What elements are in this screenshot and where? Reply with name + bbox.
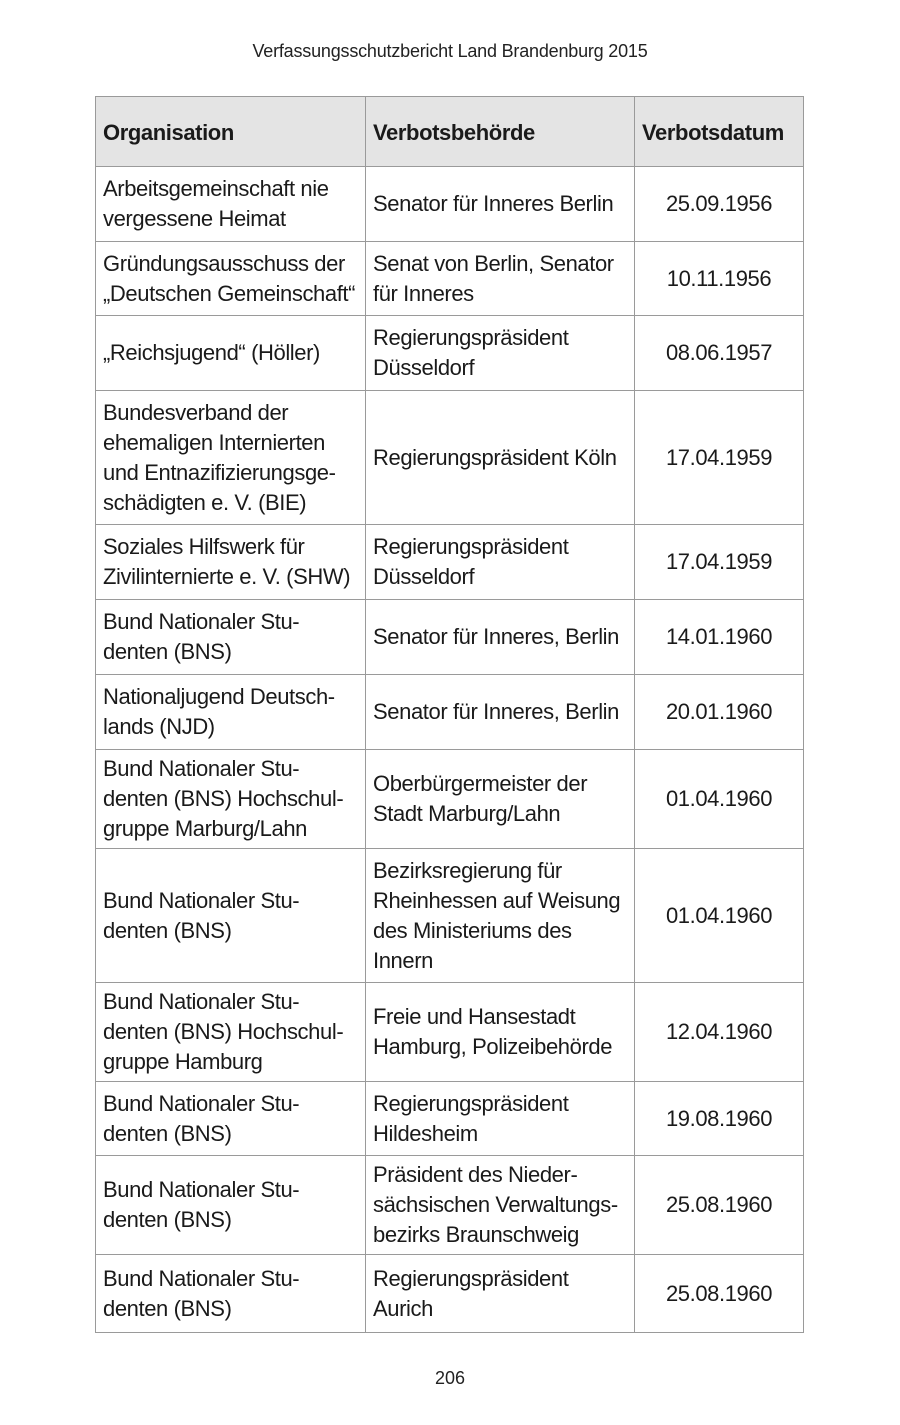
- cell-behoerde: Senator für Inneres Berlin: [366, 167, 635, 242]
- cell-behoerde: Regierungspräsident Aurich: [366, 1255, 635, 1333]
- cell-behoerde: Freie und Hansestadt Hamburg, Polizeibehörde: [366, 983, 635, 1082]
- cell-datum: 12.04.1960: [635, 983, 804, 1082]
- page-number: 206: [434, 1368, 466, 1388]
- cell-datum: 10.11.1956: [635, 242, 804, 316]
- table-row: [96, 983, 804, 1082]
- cell-organisation: Bund Nationaler Stu- denten (BNS): [96, 600, 366, 675]
- table-row: [96, 1255, 804, 1333]
- cell-datum: 25.08.1960: [635, 1156, 804, 1255]
- cell-datum: 25.09.1956: [635, 167, 804, 242]
- cell-behoerde: Präsident des Nieder- sächsischen Verwaltungs- bezirks Braunschweig: [366, 1156, 635, 1255]
- cell-organisation: Soziales Hilfswerk für Zivilinternierte e. V. (SHW): [96, 525, 366, 600]
- cell-organisation: Arbeitsgemeinschaft nie vergessene Heimat: [96, 167, 366, 242]
- cell-organisation: Bund Nationaler Stu- denten (BNS): [96, 1156, 366, 1255]
- cell-behoerde: Regierungspräsident Hildesheim: [366, 1082, 635, 1156]
- cell-behoerde: Senat von Berlin, Senator für Inneres: [366, 242, 635, 316]
- cell-datum: 01.04.1960: [635, 750, 804, 849]
- column-header-verbotsbehoerde: Verbotsbehörde: [366, 97, 635, 167]
- cell-datum: 08.06.1957: [635, 316, 804, 391]
- table-row: [96, 1156, 804, 1255]
- cell-behoerde: Oberbürgermeister der Stadt Marburg/Lahn: [366, 750, 635, 849]
- table-row: [96, 675, 804, 750]
- table-row: [96, 849, 804, 983]
- cell-organisation: Gründungsausschuss der „Deutschen Gemeinschaft“: [96, 242, 366, 316]
- cell-organisation: Bund Nationaler Stu- denten (BNS) Hochschul- gruppe Hamburg: [96, 983, 366, 1082]
- column-header-verbotsdatum: Verbotsdatum: [635, 97, 804, 167]
- table-row: [96, 391, 804, 525]
- cell-organisation: Bundesverband der ehemaligen Internierten und Entnazifizierungsge- schädigten e. V. (BIE): [96, 391, 366, 525]
- cell-behoerde: Senator für Inneres, Berlin: [366, 600, 635, 675]
- cell-datum: 17.04.1959: [635, 525, 804, 600]
- cell-organisation: „Reichsjugend“ (Höller): [96, 316, 366, 391]
- cell-behoerde: Senator für Inneres, Berlin: [366, 675, 635, 750]
- cell-behoerde: Bezirksregierung für Rheinhessen auf Weisung des Ministeriums des Innern: [366, 849, 635, 983]
- cell-organisation: Bund Nationaler Stu- denten (BNS): [96, 1082, 366, 1156]
- cell-datum: 14.01.1960: [635, 600, 804, 675]
- table-body: [96, 167, 804, 1333]
- cell-datum: 19.08.1960: [635, 1082, 804, 1156]
- cell-organisation: Bund Nationaler Stu- denten (BNS) Hochschul- gruppe Marburg/Lahn: [96, 750, 366, 849]
- table-row: [96, 242, 804, 316]
- cell-behoerde: Regierungspräsident Düsseldorf: [366, 525, 635, 600]
- table-row: [96, 600, 804, 675]
- cell-datum: 20.01.1960: [635, 675, 804, 750]
- cell-behoerde: Regierungspräsident Düsseldorf: [366, 316, 635, 391]
- cell-behoerde: Regierungspräsident Köln: [366, 391, 635, 525]
- table-row: [96, 750, 804, 849]
- running-title: Verfassungsschutzbericht Land Brandenburg 2015: [252, 41, 648, 61]
- cell-datum: 01.04.1960: [635, 849, 804, 983]
- table-row: [96, 167, 804, 242]
- column-header-organisation: Organisation: [96, 97, 366, 167]
- cell-organisation: Bund Nationaler Stu- denten (BNS): [96, 1255, 366, 1333]
- cell-datum: 25.08.1960: [635, 1255, 804, 1333]
- header-row: [96, 97, 804, 167]
- cell-organisation: Bund Nationaler Stu- denten (BNS): [96, 849, 366, 983]
- cell-datum: 17.04.1959: [635, 391, 804, 525]
- table-header: [96, 97, 804, 167]
- cell-organisation: Nationaljugend Deutsch- lands (NJD): [96, 675, 366, 750]
- prohibition-table: [95, 96, 804, 1333]
- table-row: [96, 316, 804, 391]
- table-row: [96, 1082, 804, 1156]
- table-row: [96, 525, 804, 600]
